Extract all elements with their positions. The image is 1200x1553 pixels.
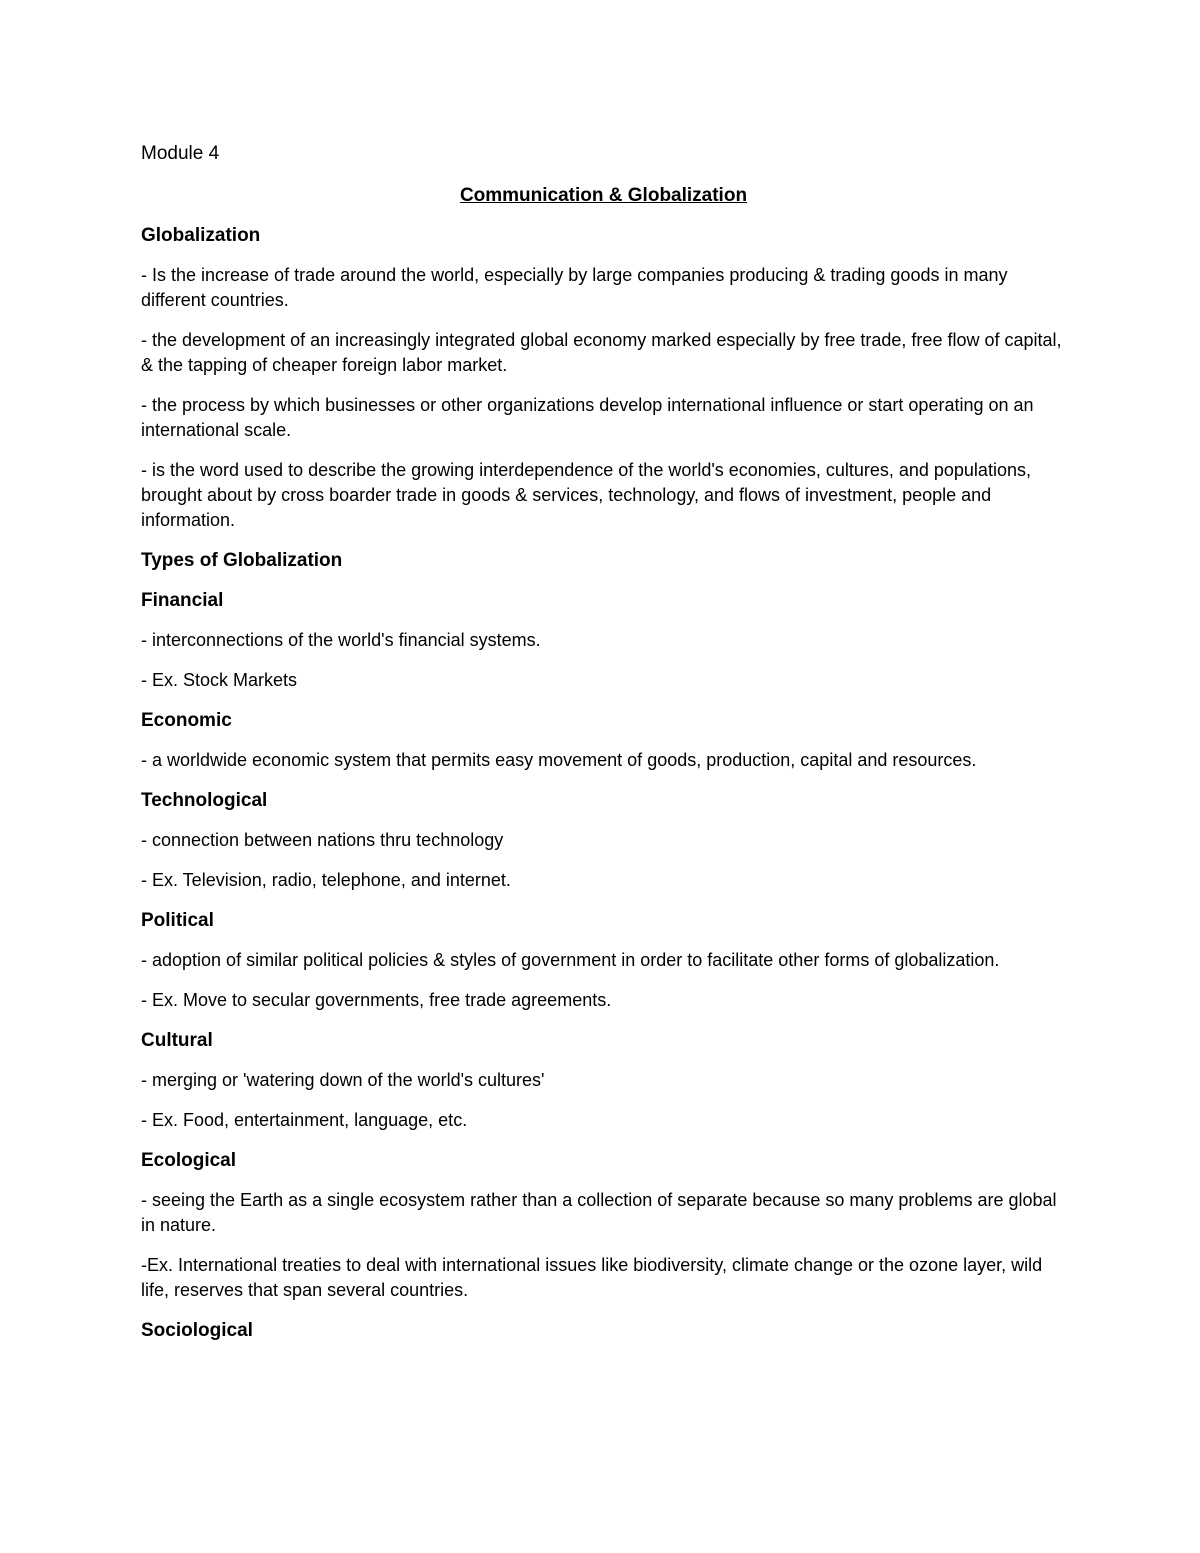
heading-economic: Economic — [141, 710, 232, 731]
heading-types-of-globalization: Types of Globalization — [141, 550, 343, 571]
paragraph: - Ex. Food, entertainment, language, etc. — [141, 1110, 468, 1130]
heading-financial: Financial — [141, 590, 224, 611]
heading-globalization: Globalization — [141, 225, 261, 246]
paragraph: - seeing the Earth as a single ecosystem rather than a collection of separate because so many problems are global in nature. — [141, 1190, 1057, 1235]
paragraph: - Ex. Television, radio, telephone, and internet. — [141, 870, 511, 890]
paragraph: - connection between nations thru technology — [141, 830, 504, 850]
heading-ecological: Ecological — [141, 1150, 237, 1171]
module-label: Module 4 — [141, 143, 220, 164]
heading-cultural: Cultural — [141, 1030, 213, 1051]
paragraph: - interconnections of the world's financial systems. — [141, 630, 541, 650]
paragraph: - Ex. Move to secular governments, free trade agreements. — [141, 990, 612, 1010]
paragraph: - adoption of similar political policies & styles of government in order to facilitate other forms of globalization. — [141, 950, 1000, 970]
paragraph: - Is the increase of trade around the world, especially by large companies producing & trading goods in many different countries. — [141, 265, 1008, 310]
paragraph: - the process by which businesses or other organizations develop international influence or start operating on an international scale. — [141, 395, 1034, 440]
paragraph: - Ex. Stock Markets — [141, 670, 298, 690]
heading-political: Political — [141, 910, 214, 931]
document-title: Communication & Globalization — [459, 185, 748, 206]
paragraph: - is the word used to describe the growing interdependence of the world's economies, cultures, and populations, brought about by cross boarder trade in goods & services, technology, and flows of investment, people and information. — [141, 460, 1031, 530]
heading-technological: Technological — [141, 790, 268, 811]
heading-sociological: Sociological — [141, 1320, 253, 1341]
paragraph: -Ex. International treaties to deal with international issues like biodiversity, climate change or the ozone layer, wild life, reserves that span several countries. — [141, 1255, 1043, 1300]
paragraph: - the development of an increasingly integrated global economy marked especially by free trade, free flow of capital, & the tapping of cheaper foreign labor market. — [141, 330, 1062, 375]
paragraph: - merging or 'watering down of the world's cultures' — [141, 1070, 545, 1090]
document-page — [141, 141, 1066, 1358]
paragraph: - a worldwide economic system that permits easy movement of goods, production, capital and resources. — [141, 750, 977, 770]
